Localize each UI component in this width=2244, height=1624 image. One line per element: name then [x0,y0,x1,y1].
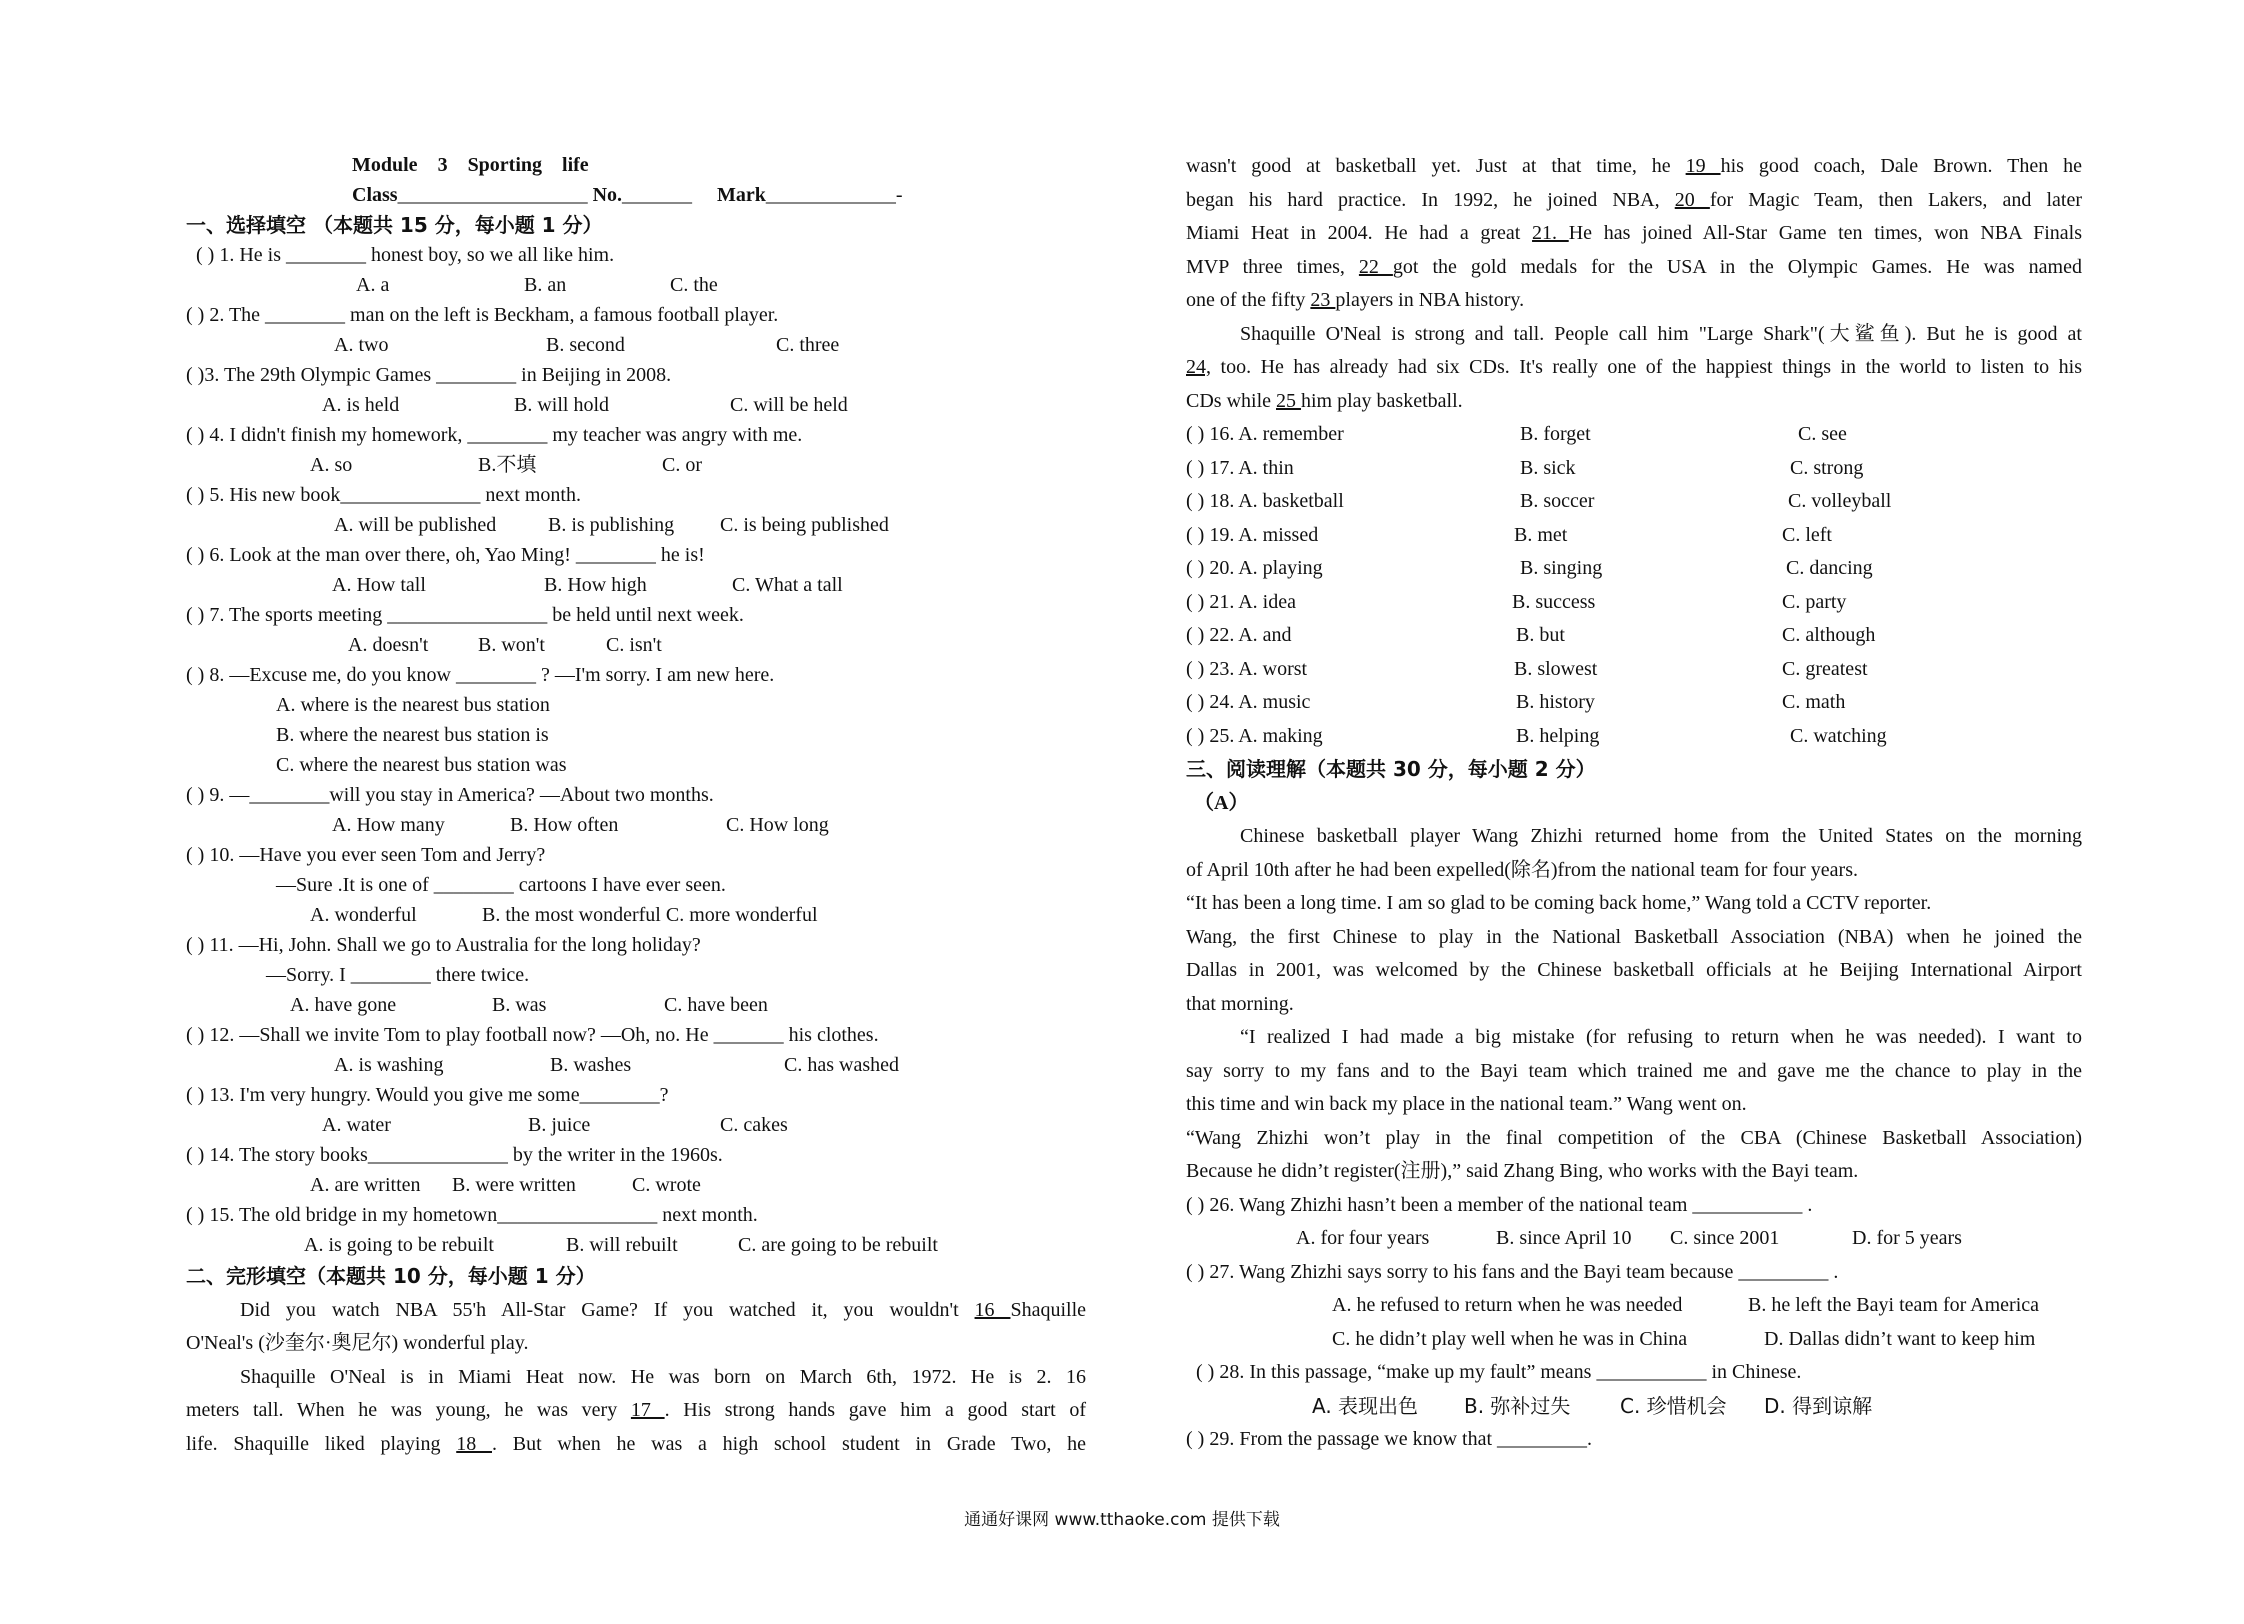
passage-line: Dallas in 2001, was welcomed by the Chinese basketball officials at he Beijing International Airport [1186,959,2082,981]
passage-line: Chinese basketball player Wang Zhizhi returned home from the United States on the morning [1240,825,2082,847]
text: Miami Heat in 2004. He had a great [1186,222,1533,244]
title-life: life [562,154,589,176]
option-a[interactable]: A. he refused to return when he was needed [1332,1294,1683,1316]
text: began his hard practice. In 1992, he joined NBA, [1186,188,1675,211]
option-b[interactable]: B. How often [510,814,619,836]
cloze-option-row [1186,552,2082,586]
option-a[interactable]: A. have gone [290,994,397,1016]
cloze-option-row [1186,686,2082,720]
option-a[interactable]: ( ) 25. A. making [1186,724,1323,747]
option-c[interactable]: C. will be held [730,394,848,416]
passage-line: “I realized I had made a big mistake (for refusing to return when he was needed). I want to [1240,1026,2082,1048]
option-b[interactable]: B. 弥补过失 [1464,1393,1571,1418]
option-c[interactable]: C. volleyball [1788,490,1892,512]
passage-line: this time and win back my place in the national team.” Wang went on. [1186,1093,1747,1115]
option-a[interactable]: A. will be published [334,514,497,536]
question-28-options [1186,1390,2082,1424]
option-a[interactable]: A. are written [310,1174,421,1196]
blank-24[interactable]: 24, [1186,356,1211,378]
option-c[interactable]: C. math [1782,691,1846,713]
option-b[interactable]: B. soccer [1520,490,1595,512]
question-3-options [186,390,1086,420]
passage-line: Wang, the first Chinese to play in the National Basketball Association (NBA) when he joined the [1186,925,2082,948]
question-26: ( ) 26. Wang Zhizhi hasn’t been a member of the national team ___________ . [1186,1193,1813,1216]
option-a[interactable]: ( ) 21. A. idea [1186,590,1296,613]
question-13-options [186,1110,1086,1140]
question-10: ( ) 10. —Have you ever seen Tom and Jerry? [186,844,546,866]
option-b[interactable]: B. forget [1520,423,1591,445]
question-8: ( ) 8. —Excuse me, do you know ________ ? —I'm sorry. I am new here. [186,664,775,686]
question-6: ( ) 6. Look at the man over there, oh, Yao Ming! ________ he is! [186,544,705,566]
option-b[interactable]: B. were written [452,1174,576,1196]
question-11-options [186,990,1086,1020]
option-a[interactable]: ( ) 24. A. music [1186,691,1311,713]
cloze-paragraph-line [186,1428,1086,1462]
option-a[interactable]: A. for four years [1296,1227,1430,1249]
blank-16[interactable]: 16 [974,1298,1011,1321]
cloze-paragraph-line: Shaquille O'Neal is strong and tall. People call him "Large Shark"(大鲨鱼). But he is good at [1240,322,2082,345]
option-a[interactable]: A. where is the nearest bus station [276,694,550,716]
option-d[interactable]: D. Dallas didn’t want to keep him [1764,1327,2036,1350]
cloze-option-row [1186,586,2082,620]
option-c[interactable]: C. have been [664,994,768,1016]
option-b[interactable]: B. was [492,994,547,1016]
question-12: ( ) 12. —Shall we invite Tom to play football now? —Oh, no. He _______ his clothes. [186,1024,879,1046]
question-27-options-cd [1186,1323,2082,1357]
cloze-paragraph-line [1186,184,2082,218]
blank-18[interactable]: 18 [456,1432,492,1455]
mark-blank[interactable]: _____________- [765,184,903,206]
option-a[interactable]: ( ) 20. A. playing [1186,557,1323,579]
blank-20[interactable]: 20 [1674,188,1710,211]
question-6-options [186,570,1086,600]
option-a[interactable]: A. is going to be rebuilt [304,1234,494,1256]
option-b[interactable]: B. he left the Bayi team for America [1748,1294,2040,1316]
question-9: ( ) 9. —________will you stay in America? —About two months. [186,784,714,806]
question-2-options [186,330,1086,360]
text: him play basketball. [1301,389,1463,412]
passage-line: say sorry to my fans and to the Bayi team which trained me and gave me the chance to play in the [1186,1059,2082,1082]
option-c[interactable]: C. three [776,334,840,356]
option-a[interactable]: A. a [356,274,390,296]
passage-line: that morning. [1186,992,1294,1015]
option-b[interactable]: B. second [546,334,625,356]
title-module: Module [352,154,418,176]
text: . His strong hands gave him a good start of [664,1399,1087,1421]
option-c[interactable]: C. cakes [720,1114,788,1136]
question-7: ( ) 7. The sports meeting ________________ be held until next week. [186,604,744,626]
question-stem: ( ) 1. He is ________ honest boy, so we all like him. [196,244,615,266]
title-number: 3 [437,154,448,176]
cloze-option-row [1186,485,2082,519]
option-c[interactable]: C. strong [1790,456,1864,479]
question-26-options [1186,1222,2082,1256]
text: too. He has already had six CDs. It's really one of the happiest things in the world to listen to his [1211,356,2082,378]
question-1-options [186,270,1086,300]
question-15: ( ) 15. The old bridge in my hometown________________ next month. [186,1204,758,1226]
question-4: ( ) 4. I didn't finish my homework, ________ my teacher was angry with me. [186,424,803,446]
option-b-c[interactable]: B. the most wonderful C. more wonderful [482,904,818,926]
passage-line: Because he didn’t register(注册),” said Zhang Bing, who works with the Bayi team. [1186,1160,1859,1182]
option-b[interactable]: B. an [524,274,567,296]
option-b[interactable]: B. sick [1520,456,1576,479]
option-b[interactable]: B. success [1512,590,1596,613]
option-c[interactable]: C. the [670,274,718,296]
right-column [1186,150,2082,1457]
section3-heading: 三、阅读理解（本题共 30 分，每小题 2 分） [1186,757,1596,781]
question-2: ( ) 2. The ________ man on the left is Beckham, a famous football player. [186,304,779,326]
option-a[interactable]: A. two [334,334,389,356]
cloze-option-row [1186,452,2082,486]
option-c[interactable]: C. What a tall [732,574,843,596]
option-c[interactable]: C. where the nearest bus station was [276,754,567,776]
cloze-paragraph-line [186,1394,1086,1428]
cloze-paragraph-line [1186,284,2082,318]
option-c[interactable]: C. wrote [632,1174,701,1196]
option-b[interactable]: B. where the nearest bus station is [276,724,549,746]
student-info-row [186,180,1086,210]
cloze-paragraph-line [1186,217,2082,251]
page-title [186,150,1086,180]
option-c[interactable]: C. has washed [784,1054,899,1076]
option-c[interactable]: C. How long [726,814,829,836]
option-c[interactable]: C. party [1782,590,1847,613]
option-c[interactable]: C. he didn’t play well when he was in China [1332,1327,1688,1350]
question-11: ( ) 11. —Hi, John. Shall we go to Australia for the long holiday? [186,934,701,956]
text: . But when he was a high school student in Grade Two, he [492,1432,1086,1455]
option-b[interactable]: B. will hold [514,394,610,416]
option-b[interactable]: B. but [1516,624,1565,646]
passage-line: “Wang Zhizhi won’t play in the final competition of the CBA (Chinese Basketball Association) [1186,1126,2082,1149]
text: O'Neal's (沙奎尔·奥尼尔) wonderful play. [186,1332,529,1354]
cloze-options-list [1186,418,2082,753]
cloze-paragraph-line [1186,385,2082,419]
section1-heading: 一、选择填空 （本题共 15 分，每小题 1 分） [186,213,603,237]
option-c[interactable]: C. dancing [1786,557,1873,579]
title-sporting: Sporting [467,154,543,176]
blank-21[interactable]: 21. [1532,222,1569,244]
no-blank[interactable]: _______ [622,184,693,206]
question-5-options [186,510,1086,540]
blank-25[interactable]: 25 [1276,389,1301,412]
option-c[interactable]: C. greatest [1782,657,1868,680]
cloze-paragraph-line [1186,150,2082,184]
option-b[interactable]: B. washes [550,1054,632,1076]
option-b[interactable]: B. will rebuilt [566,1234,678,1256]
option-b[interactable]: B. is publishing [548,514,675,536]
text: life. Shaquille liked playing [186,1432,457,1455]
option-a[interactable]: A. is washing [334,1054,444,1076]
question-3: ( )3. The 29th Olympic Games ________ in Beijing in 2008. [186,364,672,386]
cloze-paragraph-line [1186,351,2082,385]
blank-17[interactable]: 17 [630,1399,665,1421]
question-11-reply: —Sorry. I ________ there twice. [266,964,530,986]
blank-22[interactable]: 22 [1358,255,1393,278]
option-b[interactable]: B. met [1514,523,1568,546]
text: for Magic Team, then Lakers, and later [1709,188,2083,211]
passage-line: of April 10th after he had been expelled(除名)from the national team for four years. [1186,858,1858,881]
question-27-options-ab [1186,1289,2082,1323]
text: Did you watch NBA 55'h All-Star Game? If you watched it, you wouldn't [240,1298,975,1321]
question-7-options [186,630,1086,660]
option-c[interactable]: C. 珍惜机会 [1620,1393,1727,1418]
option-a[interactable]: A. How tall [332,574,426,596]
question-12-options [186,1050,1086,1080]
option-a[interactable]: ( ) 22. A. and [1186,624,1292,646]
option-c[interactable]: C. is being published [720,514,889,536]
text: his good coach, Dale Brown. Then he [1720,155,2083,177]
option-a[interactable]: A. doesn't [348,634,429,656]
option-b[interactable]: B. history [1516,691,1595,713]
option-c[interactable]: C. isn't [606,634,662,656]
text: wasn't good at basketball yet. Just at that time, he [1186,155,1686,177]
question-28: ( ) 28. In this passage, “make up my fault” means ___________ in Chinese. [1196,1361,1802,1383]
option-a[interactable]: A. is held [322,394,400,416]
text: Shaquille [1010,1298,1087,1321]
question-10-reply: —Sure .It is one of ________ cartoons I have ever seen. [276,874,726,896]
cloze-option-row [1186,619,2082,653]
option-a[interactable]: A. How many [332,814,445,836]
text: He has joined All-Star Game ten times, won NBA Finals [1568,222,2083,244]
option-d[interactable]: D. for 5 years [1852,1227,1962,1249]
option-b[interactable]: B. singing [1520,557,1603,579]
cloze-option-row [1186,653,2082,687]
text: players in NBA history. [1335,289,1525,311]
class-blank[interactable]: ___________________ [397,184,588,206]
option-b[interactable]: B. How high [544,574,647,596]
text: got the gold medals for the USA in the Olympic Games. He was named [1392,255,2082,278]
option-a[interactable]: ( ) 16. A. remember [1186,423,1344,445]
option-a[interactable]: ( ) 23. A. worst [1186,657,1308,680]
option-a[interactable]: A. so [310,454,353,476]
page-footer: 通通好课网 www.tthaoke.com 提供下载 [964,1510,1280,1530]
option-b[interactable]: B. slowest [1514,657,1598,680]
option-b[interactable]: B. won't [478,634,545,656]
cloze-paragraph-line [1186,251,2082,285]
option-a[interactable]: A. wonderful [310,904,417,926]
option-b[interactable]: B. since April 10 [1496,1227,1632,1249]
question-14-options [186,1170,1086,1200]
blank-19[interactable]: 19 [1685,155,1721,177]
option-b[interactable]: B.不填 [478,454,537,476]
option-a[interactable]: A. 表现出色 [1312,1393,1419,1418]
option-a[interactable]: ( ) 18. A. basketball [1186,490,1344,512]
cloze-paragraph-line [186,1327,1086,1361]
question-14: ( ) 14. The story books______________ by the writer in the 1960s. [186,1144,723,1166]
cloze-paragraph-line [186,1294,1086,1328]
section2-heading: 二、完形填空（本题共 10 分，每小题 1 分） [186,1264,596,1288]
option-c[interactable]: C. or [662,454,702,476]
option-c[interactable]: C. see [1798,423,1847,445]
question-4-options [186,450,1086,480]
cloze-option-row [1186,418,2082,452]
question-29: ( ) 29. From the passage we know that _________. [1186,1428,1593,1450]
option-d[interactable]: D. 得到谅解 [1764,1393,1873,1418]
option-c[interactable]: C. although [1782,624,1876,646]
option-b[interactable]: B. juice [528,1114,591,1136]
passage-label: （A） [1194,791,1249,814]
question-5: ( ) 5. His new book______________ next month. [186,484,581,506]
no-label: No. [592,184,623,206]
text: meters tall. When he was young, he was very [186,1399,631,1421]
mark-label: Mark [717,184,766,206]
cloze-paragraph-line: Shaquille O'Neal is in Miami Heat now. He was born on March 6th, 1972. He is 2. 16 [240,1365,1086,1388]
option-c[interactable]: C. are going to be rebuilt [738,1234,938,1256]
cloze-option-row [1186,720,2082,754]
option-c[interactable]: C. since 2001 [1670,1227,1780,1249]
text: CDs while [1186,389,1276,412]
question-9-options [186,810,1086,840]
option-a[interactable]: A. water [322,1114,391,1136]
question-13: ( ) 13. I'm very hungry. Would you give me some________? [186,1084,669,1106]
question-1 [186,240,1086,270]
option-c[interactable]: C. watching [1790,724,1887,747]
passage-line: “It has been a long time. I am so glad to be coming back home,” Wang told a CCTV reporter. [1186,892,1932,914]
option-b[interactable]: B. helping [1516,724,1600,747]
option-a[interactable]: ( ) 19. A. missed [1186,523,1319,546]
text: one of the fifty [1186,289,1311,311]
text: MVP three times, [1186,255,1359,278]
question-15-options [186,1230,1086,1260]
question-10-options [186,900,1086,930]
blank-23[interactable]: 23 [1310,289,1336,311]
question-27: ( ) 27. Wang Zhizhi says sorry to his fans and the Bayi team because _________ . [1186,1260,1839,1283]
option-a[interactable]: ( ) 17. A. thin [1186,456,1294,479]
class-label: Class [352,184,398,206]
left-column [186,150,1086,1461]
option-c[interactable]: C. left [1782,523,1832,546]
cloze-option-row [1186,519,2082,553]
